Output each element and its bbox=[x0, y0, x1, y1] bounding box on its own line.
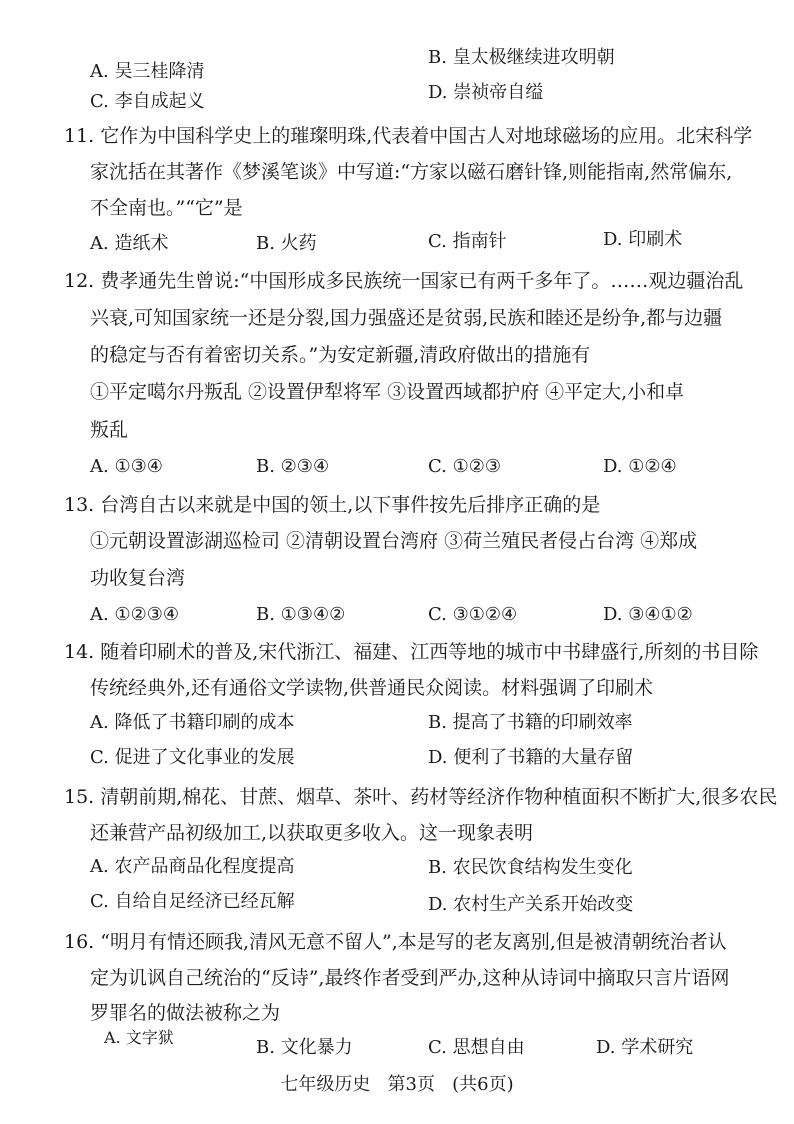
q16-stem-line-1: 16. “明月有情还顾我,清风无意不留人”,本是写的老友离别,但是被清朝统治者认 bbox=[64, 931, 727, 953]
q12-items-line-1: ①平定噶尔丹叛乱 ②设置伊犁将军 ③设置西域都护府 ④平定大,小和卓 bbox=[90, 381, 685, 403]
q15-option-d: D. 农村生产关系开始改变 bbox=[428, 894, 634, 915]
q15-stem-line-2: 还兼营产品初级加工,以获取更多收入。这一现象表明 bbox=[90, 822, 534, 844]
q14-stem-line-1: 14. 随着印刷术的普及,宋代浙江、福建、江西等地的城市中书肆盛行,所刻的书目除 bbox=[64, 641, 759, 663]
q10-option-d: D. 崇祯帝自缢 bbox=[428, 82, 544, 103]
q13-option-b: B. ①③④② bbox=[256, 604, 346, 625]
q15-option-b: B. 农民饮食结构发生变化 bbox=[428, 857, 633, 878]
q10-option-c: C. 李自成起义 bbox=[90, 91, 205, 112]
q12-stem-line-2: 兴衰,可知国家统一还是分裂,国力强盛还是贫弱,民族和睦还是纷争,都与边疆 bbox=[90, 307, 723, 329]
q14-stem-line-2: 传统经典外,还有通俗文学读物,供普通民众阅读。材料强调了印刷术 bbox=[90, 677, 654, 699]
q12-option-d: D. ①②④ bbox=[603, 456, 677, 477]
q12-option-a: A. ①③④ bbox=[90, 456, 163, 477]
q16-option-c: C. 思想自由 bbox=[428, 1037, 525, 1058]
q11-option-a: A. 造纸术 bbox=[90, 233, 169, 254]
q13-option-d: D. ③④①② bbox=[603, 604, 693, 625]
q11-stem-line-1: 11. 它作为中国科学史上的璀璨明珠,代表着中国古人对地球磁场的应用。北宋科学 bbox=[64, 125, 753, 147]
q12-stem-line-1: 12. 费孝通先生曾说:“中国形成多民族统一国家已有两千多年了。……观边疆治乱 bbox=[64, 270, 744, 292]
q10-option-a: A. 吴三桂降清 bbox=[90, 61, 205, 82]
q14-option-b: B. 提高了书籍的印刷效率 bbox=[428, 712, 633, 733]
q12-option-c: C. ①②③ bbox=[428, 456, 501, 477]
q16-stem-line-2: 定为讥讽自己统治的“反诗”,最终作者受到严办,这种从诗词中摘取只言片语网 bbox=[90, 967, 730, 989]
q10-option-b: B. 皇太极继续进攻明朝 bbox=[428, 47, 615, 68]
q11-stem-line-2: 家沈括在其著作《梦溪笔谈》中写道:“方家以磁石磨针锋,则能指南,然常偏东, bbox=[90, 161, 733, 183]
page-footer: 七年级历史 第3页 (共6页) bbox=[280, 1074, 514, 1095]
q14-option-d: D. 便利了书籍的大量存留 bbox=[428, 747, 634, 768]
q11-stem-line-3: 不全南也。”“它”是 bbox=[90, 197, 243, 219]
q16-option-a: A. 文字狱 bbox=[104, 1028, 174, 1047]
q16-option-d: D. 学术研究 bbox=[596, 1037, 694, 1058]
q13-stem-line-1: 13. 台湾自古以来就是中国的领土,以下事件按先后排序正确的是 bbox=[64, 494, 601, 516]
q11-option-d: D. 印刷术 bbox=[603, 229, 683, 250]
q15-stem-line-1: 15. 清朝前期,棉花、甘蔗、烟草、茶叶、药材等经济作物种植面积不断扩大,很多农民 bbox=[64, 786, 778, 808]
q16-option-b: B. 文化暴力 bbox=[256, 1037, 353, 1058]
q16-stem-line-3: 罗罪名的做法被称之为 bbox=[90, 1002, 281, 1024]
q15-option-c: C. 自给自足经济已经瓦解 bbox=[90, 891, 295, 912]
q12-stem-line-3: 的稳定与否有着密切关系。”为安定新疆,清政府做出的措施有 bbox=[90, 344, 591, 366]
q13-items-line-1: ①元朝设置澎湖巡检司 ②清朝设置台湾府 ③荷兰殖民者侵占台湾 ④郑成 bbox=[90, 530, 698, 552]
q13-items-line-2: 功收复台湾 bbox=[90, 567, 186, 589]
q13-option-c: C. ③①②④ bbox=[428, 604, 518, 625]
q11-option-c: C. 指南针 bbox=[428, 231, 507, 252]
q15-option-a: A. 农产品商品化程度提高 bbox=[90, 856, 295, 877]
q14-option-c: C. 促进了文化事业的发展 bbox=[90, 747, 295, 768]
q11-option-b: B. 火药 bbox=[256, 233, 317, 254]
q12-items-line-2: 叛乱 bbox=[90, 419, 129, 441]
q12-option-b: B. ②③④ bbox=[256, 456, 330, 477]
q14-option-a: A. 降低了书籍印刷的成本 bbox=[90, 712, 295, 733]
q13-option-a: A. ①②③④ bbox=[90, 604, 179, 625]
